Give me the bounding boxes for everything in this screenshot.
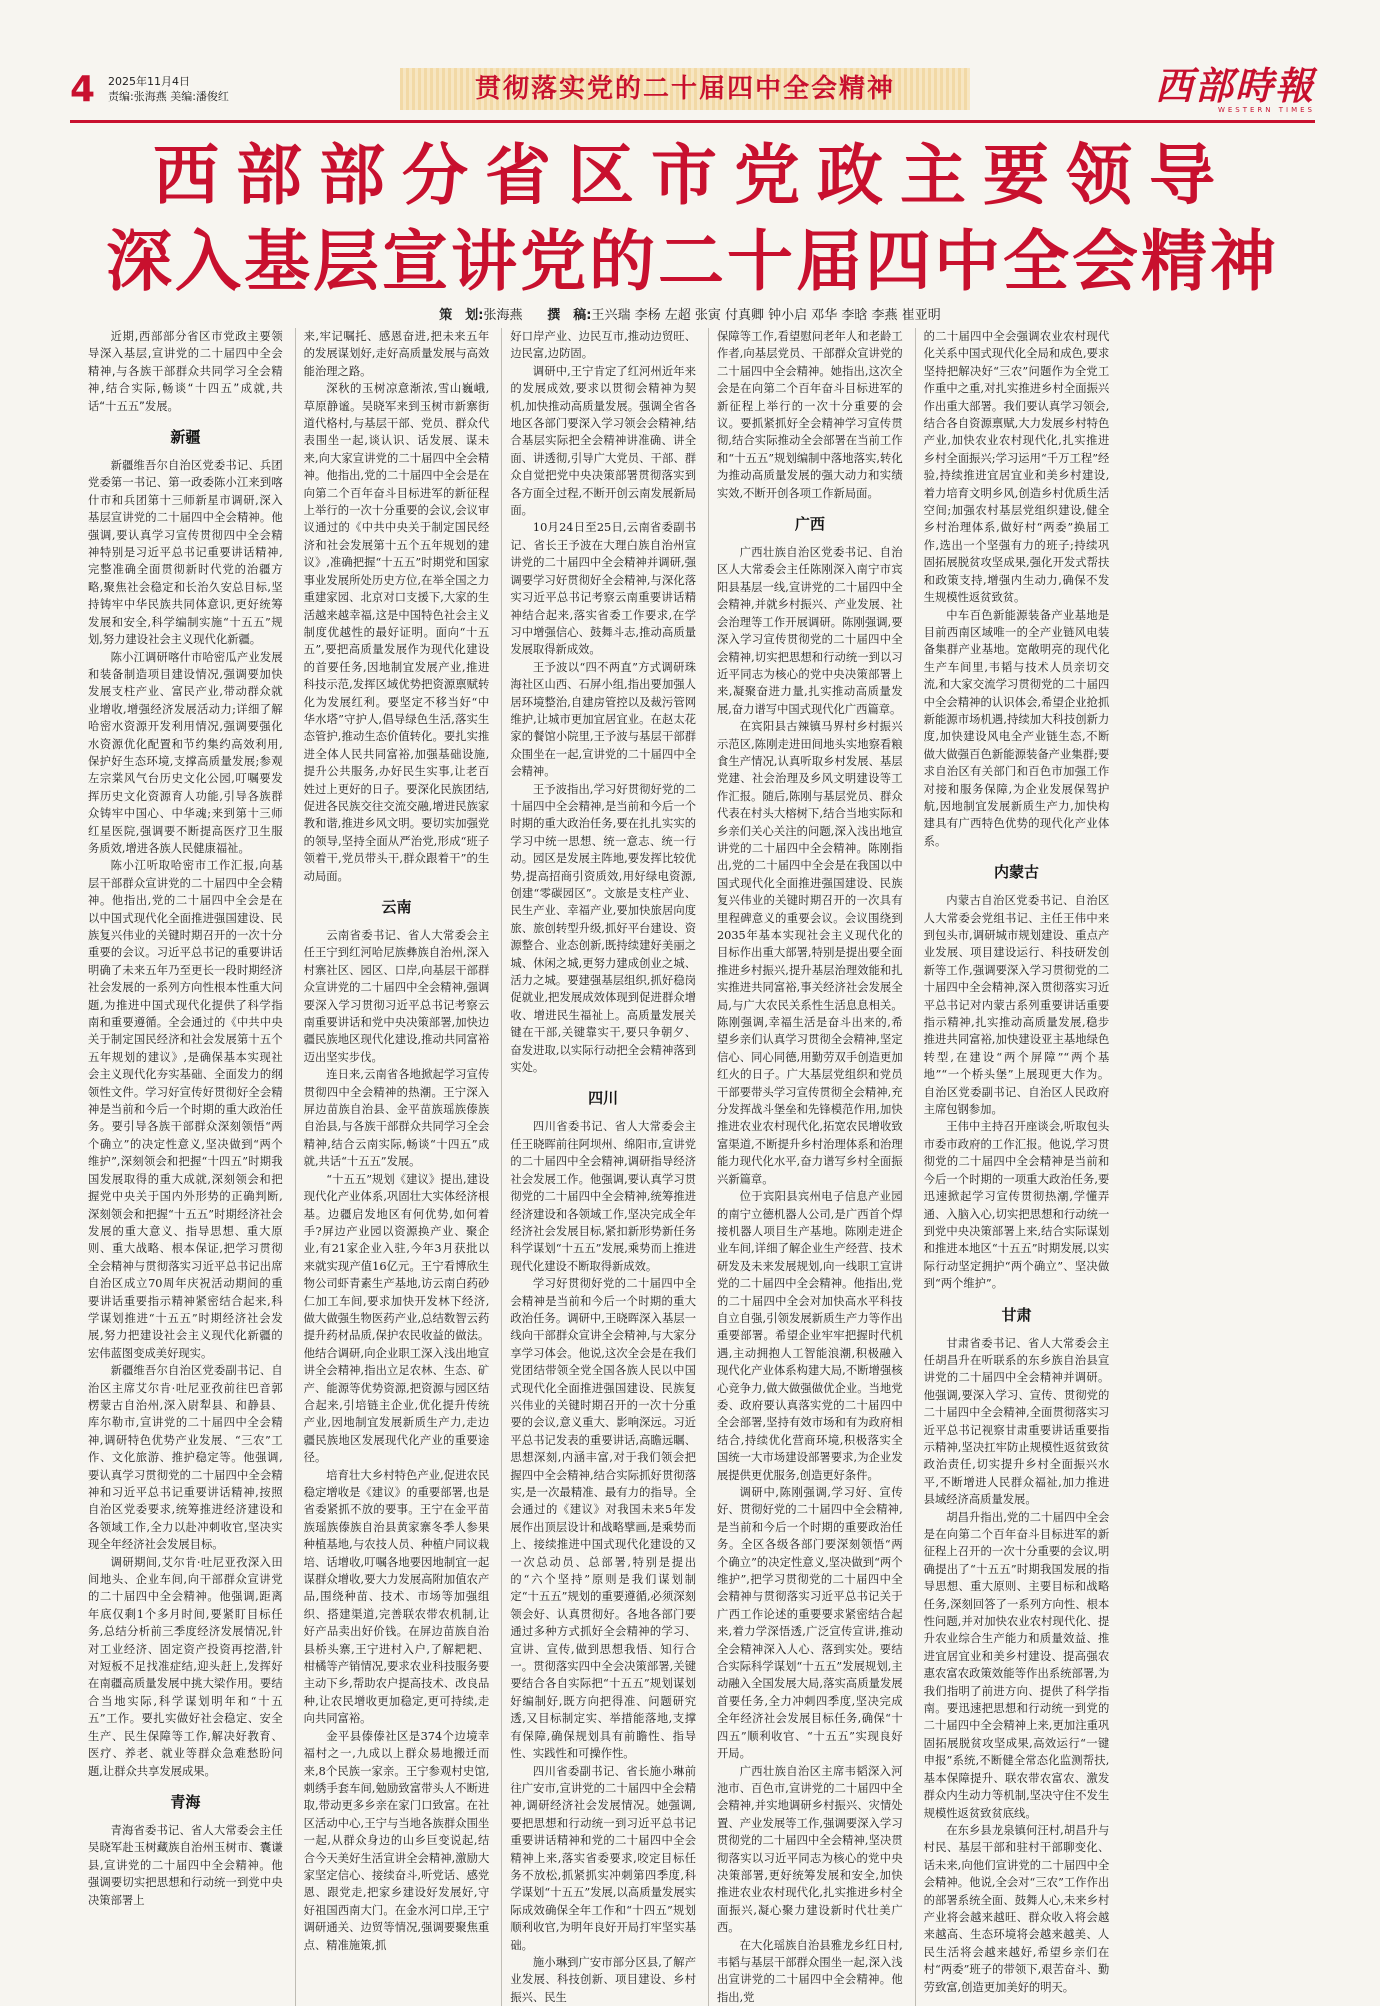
article-body [88, 328, 1316, 2004]
paragraph: 深秋的玉树凉意渐浓,雪山巍峨,草原静谧。吴晓军来到玉树市新寨街道代格村,与基层干部、党员、群众代表围坐一起,谈认识、话发展、谋未来,向大家宣讲党的二十届四中全会精神。他指出,党的二十届四中全会是在向第二个百年奋斗目标进军的新征程上举行的一次十分重要的会议,会议审议通过的《中共中央关于制定国民经济和社会发展第十五个五年规划的建议》,准确把握“十五五”时期党和国家事业发展所处历史方位,在举全国之力重建家园、北京对口支援下,大家的生活越来越幸福,这是中国特色社会主义制度优越性的最好证明。面向“十五五”,要把高质量发展作为现代化建设的首要任务,因地制宜发展产业,推进科技示范,发挥区域优势把资源禀赋转化为发展红利。要坚定不移当好“中华水塔”守护人,倡导绿色生活,落实生态管护,推动生态价值转化。要扎实推进全体人民共同富裕,加强基础设施,提升公共服务,办好民生实事,让老百姓过上更好的日子。要深化民族团结,促进各民族交往交流交融,增进民族家教和谐,推进乡风文明。要切实加强党的领导,坚持全面从严治党,形成“班子领着干,党员带头干,群众跟着干”的生动局面。 [303, 382, 490, 883]
page-header [70, 63, 1315, 114]
planning-name: 张海燕 [483, 308, 523, 323]
paragraph: “十五五”规划《建议》提出,建设现代化产业体系,巩固壮大实体经济根基。边疆启发地区有何优势,如何着手?屏边产业园以资源换产业、聚企业,有21家企业入驻,今年3月获批以来就实现产值16亿元。王宁看博欣生物公司虾青素生产基地,访云南白药砂仁加工车间,要求加快开发林下经济,做大做强生物医药产业,总结数智云药提升药材品质,保护农民收益的做法。他结合调研,向企业职工深入浅出地宣讲全会精神,指出立足农林、生态、矿产、能源等优势资源,把资源与园区结合起来,引培链主企业,优化提升传统产业,因地制宜发展新质生产力,走边疆民族地区发展现代化产业的重要途径。 [303, 1172, 490, 1465]
newspaper-logo: 西部時報 [1154, 63, 1315, 108]
section-heading-guangxi: 广西 [794, 515, 825, 534]
page-number: 4 [70, 69, 96, 110]
paragraph: 青海省委书记、省人大常委会主任吴晓军赴玉树藏族自治州玉树市、囊谦县,宣讲党的二十届四中全会精神。他强调要切实把思想和行动统一到党中央决策部署上 [88, 1823, 283, 1907]
paragraph: 中车百色新能源装备产业基地是目前西南区域唯一的全产业链风电装备集群产业基地。宽敞明亮的现代化生产车间里,韦韬与技术人员亲切交流,和大家交流学习贯彻党的二十届四中全会精神的认识体会,希望企业抢抓新能源市场机遇,持续加大科技创新力度,加快建设风电全产业链生态,不断做大做强百色新能源装备产业集群;要求自治区有关部门和百色市加强工作对接和服务保障,为企业发展保驾护航,因地制宜发展新质生产力,加快构建具有广西特色优势的现代化产业体系。 [923, 608, 1110, 848]
paragraph: 云南省委书记、省人大常委会主任王宁到红河哈尼族彝族自治州,深入村寨社区、园区、口岸,向基层干部群众宣讲党的二十届四中全会精神,强调要深入学习贯彻习近平总书记考察云南重要讲话和党中央决策部署,加快边疆民族地区现代化建设,推动共同富裕迈出坚实步伐。 [303, 929, 490, 1064]
paragraph: 施小琳到广安市部分区县,了解产业发展、科技创新、项目建设、乡村振兴、民生 [510, 1955, 696, 2004]
paragraph: 在大化瑶族自治县雅龙乡红日村,韦韬与基层干部群众围坐一起,深入浅出宣讲党的二十届四中全会精神。他指出,党 [717, 1938, 903, 2004]
paragraph: 调研期间,艾尔肯·吐尼亚孜深入田间地头、企业车间,向干部群众宣讲党的二十届四中全会精神。他强调,距离年底仅剩1个多月时间,要紧盯目标任务,总结分析前三季度经济发展情况,针对工业经济、固定资产投资再挖潜,针对短板不足找准症结,迎头赶上,发挥好在南疆高质量发展中挑大梁作用。要结合当地实际,科学谋划明年和“十五五”工作。要扎实做好社会稳定、安全生产、民生保障等工作,解决好教育、医疗、养老、就业等群众急难愁盼问题,让群众共享发展成果。 [88, 1555, 283, 1778]
paragraph: 广西壮族自治区党委书记、自治区人大常委会主任陈刚深入南宁市宾阳县基层一线,宣讲党的二十届四中全会精神,并就乡村振兴、产业发展、社会治理等工作开展调研。陈刚强调,要深入学习宣传贯彻党的二十届四中全会精神,切实把思想和行动统一到以习近平同志为核心的党中央决策部署上来,凝聚奋进力量,扎实推动高质量发展,奋力谱写中国式现代化广西篇章。 [717, 546, 903, 716]
column-4 [708, 328, 903, 2006]
paragraph: 王予波以“四不两直”方式调研珠海社区山西、石屏小组,指出要加强人居环境整治,自建房管控以及裁污管网维护,让城市更加宜居宜业。在赵太花家的餐馆小院里,王予波与基层干部群众围坐在一起,宣讲党的二十届四中全会精神。 [510, 660, 696, 779]
section-heading-neimenggu: 内蒙古 [993, 863, 1039, 882]
paragraph: 新疆维吾尔自治区党委副书记、自治区主席艾尔肯·吐尼亚孜前往巴音郭楞蒙古自治州,深入尉犁县、和静县、库尔勒市,宣讲党的二十届四中全会精神,调研特色优势产业发展、“三农”工作、文化旅游、推护稳定等。他强调,要认真学习贯彻党的二十届四中全会精神和习近平总书记重要讲话精神,按照自治区党委要求,统筹推进经济建设和各领域工作,全力以赴冲刺收官,坚决实现全年经济社会发展目标。 [88, 1364, 283, 1552]
issue-date: 2025年11月4日 [108, 75, 190, 88]
paragraph: 王予波指出,学习好贯彻好党的二十届四中全会精神,是当前和今后一个时期的重大政治任务,要在扎扎实实的学习中统一思想、统一意志、统一行动。园区是发展主阵地,要发挥比较优势,提高招商引资质效,用好绿电资源,创建“零碳园区”。文旅是支柱产业、民生产业、幸福产业,要加快旅居向度旅、旅创转型升级,抓好平台建设、资源整合、业态创新,既持续建好美丽之城、休闲之城,更努力建成创业之城、活力之城。要建强基层组织,抓好稳岗促就业,把发展成效体现到促进群众增收、增进民生福祉上。高质量发展关键在干部,关键靠实干,要只争朝夕、奋发进取,以实际行动把全会精神落到实处。 [510, 782, 696, 1075]
paragraph: 金平县傣傣社区是374个边境幸福村之一,九成以上群众易地搬迁而来,8个民族一家亲。王宁参观村史馆,刺绣手套车间,勉励致富带头人不断进取,带动更多乡亲在家门口致富。在社区活动中心,王宁与当地各族群众围坐一起,从群众身边的山乡巨变说起,结合今天美好生活宣讲全会精神,激励大家坚定信心、接续奋斗,听党话、感党恩、跟党走,把家乡建设好发展好,守好祖国西南大门。在金水河口岸,王宁调研通关、边贸等情况,强调要聚焦重点、精准施策,抓 [303, 1729, 490, 1952]
paragraph: 四川省委副书记、省长施小琳前往广安市,宣讲党的二十届四中全会精神,调研经济社会发展情况。她强调,要把思想和行动统一到习近平总书记重要讲话精神和党的二十届四中全会精神上来,落实省委要求,咬定目标任务不放松,抓紧抓实冲刺第四季度,科学谋划“十五五”发展,以高质量发展实际成效确保全年工作和“十四五”规划顺利收官,为明年良好开局打牢坚实基础。 [510, 1764, 696, 1952]
planning-label: 策 划: [439, 308, 484, 323]
section-banner-text: 贯彻落实党的二十届四中全会精神 [474, 74, 895, 104]
article-credits [0, 304, 1380, 323]
section-heading-xinjiang: 新疆 [170, 428, 201, 447]
paragraph: 调研中,陈刚强调,学习好、宣传好、贯彻好党的二十届四中全会精神,是当前和今后一个时期的重要政治任务。全区各级各部门要深刻领悟“两个确立”的决定性意义,坚决做到“两个维护”,把学习贯彻党的二十届四中全会精神与贯彻落实习近平总书记关于广西工作论述的重要要求紧密结合起来,着力学深悟透,广泛宣传宣讲,推动全会精神深入人心、落到实处。要结合实际科学谋划“十五五”发展规划,主动融入全国发展大局,落实高质量发展首要任务,全力冲刺四季度,坚决完成全年经济社会发展目标任务,确保“十四五”顺利收官、“十五五”实现良好开局。 [717, 1486, 903, 1761]
paragraph: 来,牢记嘱托、感恩奋进,把未来五年的发展谋划好,走好高质量发展与高效能治理之路。 [303, 330, 490, 378]
column-5 [915, 328, 1110, 2006]
paragraph: 陈小江调研喀什市哈密瓜产业发展和装备制造项目建设情况,强调要加快发展支柱产业、富民产业,带动群众就业增收,增强经济发展活动力;详细了解哈密水资源开发利用情况,强调要强化水资源优化配置和节约集约高效利用,保护好生态环境,支撑高质量发展;参观左宗棠风气台历史文化公园,叮嘱要发挥历史文化资源育人功能,引导各族群众铸牢中国心、中华魂;来到第十三师红星医院,强调要不断提高医疗卫生服务质效,增进各族人民健康福祉。 [88, 650, 283, 855]
editor-credits: 责编:张海燕 美编:潘俊红 [108, 90, 229, 103]
section-heading-gansu: 甘肃 [1001, 1305, 1032, 1324]
paragraph: 王伟中主持召开座谈会,听取包头市委市政府的工作汇报。他说,学习贯彻党的二十届四中全会精神是当前和今后一个时期的一项重大政治任务,要迅速掀起学习宣传贯彻热潮,学懂弄通、入脑入心,切实把思想和行动统一到党中央决策部署上来,结合实际谋划和推进本地区“十五五”时期发展,以实际行动坚定拥护“两个确立”、坚决做到“两个维护”。 [923, 1120, 1110, 1291]
paragraph: 调研中,王宁肯定了红河州近年来的发展成效,要求以贯彻会精神为契机,加快推动高质量发展。强调全省各地区各部门要深入学习领会会精神,结合基层实际把全会精神讲准确、讲全面、讲透彻,引导广大党员、干部、群众自觉把党中央决策部署贯彻落实到各方面全过程,不断开创云南发展新局面。 [510, 364, 696, 518]
writers-names: 王兴瑞 李杨 左超 张寅 付真卿 钟小启 邓华 李晗 李燕 崔亚明 [591, 308, 941, 323]
article-lead: 近期,西部部分省区市党政主要领导深入基层,宣讲党的二十届四中全会精神,与各族干部群众共同学习全会精神,结合实际,畅谈“十四五”成就,共话“十五五”发展。 [88, 330, 283, 413]
paragraph: 新疆维吾尔自治区党委书记、兵团党委第一书记、第一政委陈小江来到喀什市和兵团第十三师新星市调研,深入基层宣讲党的二十届四中全会精神。他强调,要认真学习宣传贯彻四中全会精神特别是习近平总书记重要讲话精神,完整准确全面贯彻新时代党的治疆方略,聚焦社会稳定和长治久安总目标,坚持铸牢中华民族共同体意识,更好统筹发展和安全,科学编制实施“十五五”规划,努力建设社会主义现代化新疆。 [88, 459, 283, 647]
writers-label: 撰 稿: [547, 308, 592, 323]
headline-line-2: 深入基层宣讲党的二十届四中全会精神 [106, 223, 1279, 300]
section-banner [400, 68, 970, 110]
paragraph: 陈小江听取哈密市工作汇报,向基层干部群众宣讲党的二十届四中全会精神。他指出,党的二十届四中全会是在以中国式现代化全面推进强国建设、民族复兴伟业的关键时期召开的一次十分重要的会议。习近平总书记的重要讲话明确了未来五年乃至更长一段时期经济社会发展的一系列方向性根本性重大问题,为推进中国式现代化提供了科学指南和重要遵循。全会通过的《中共中央关于制定国民经济和社会发展第十五个五年规划的建议》,是确保基本实现社会主义现代化夯实基础、全面发力的纲领性文件。学习好宣传好贯彻好全会精神是当前和今后一个时期的重大政治任务。要引导各族干部群众深刻领悟“两个确立”的决定性意义,坚决做到“两个维护”,深刻领会和把握“十四五”时期我国发展取得的重大成就,深刻领会和把握党中央关于国内外形势的正确判断,深刻领会和把握“十五五”时期经济社会发展的重大意义、指导思想、重大原则、重大战略、根本保证,把学习贯彻全会精神与贯彻落实习近平总书记出席自治区成立70周年庆祝活动期间的重要讲话重要指示精神紧密结合起来,科学谋划推进“十五五”时期经济社会发展,努力把建设社会主义现代化新疆的宏伟蓝图变成美好现实。 [88, 859, 283, 1360]
column-3 [501, 328, 696, 2006]
paragraph: 甘肃省委书记、省人大常委会主任胡昌升在听联系的东乡族自治县宣讲党的二十届四中全会精神并调研。他强调,要深入学习、宣传、贯彻党的二十届四中全会精神,全面贯彻落实习近平总书记视察甘肃重要讲话重要指示精神,坚决扛牢防止规模性返贫致贫政治责任,切实提升乡村全面振兴水平,不断增进人民群众福祉,加力推进县域经济高质量发展。 [923, 1336, 1110, 1507]
headline-line-1: 西部部分省区市党政主要领导 [153, 137, 1232, 214]
paragraph: 学习好贯彻好党的二十届四中全会精神是当前和今后一个时期的重大政治任务。调研中,王晓晖深入基层一线向干部群众宣讲全会精神,与大家分享学习体会。他说,这次全会是在我们党团结带领全党全国各族人民以中国式现代化全面推进强国建设、民族复兴伟业的关键时期召开的一次十分重要的会议,意义重大、影响深远。习近平总书记发表的重要讲话,高瞻远瞩、思想深刻,内涵丰富,对于我们领会把握四中全会精神,结合实际抓好贯彻落实,是一次最精准、最有力的指导。全会通过的《建议》对我国未来5年发展作出顶层设计和战略擘画,是乘势而上、接续推进中国式现代化建设的又一次总动员、总部署,特别是提出的“六个坚持”原则是我们谋划制定“十五五”规划的重要遵循,必须深刻领会好、认真贯彻好。各地各部门要通过多种方式抓好全会精神的学习、宣讲、宣传,做到思想我悟、知行合一。贯彻落实四中全会决策部署,关键要结合各自实际把“十五五”规划谋划好编制好,既方向把得准、问题研究透,又目标制定实、举措能落地,支撑有保障,确保规划具有前瞻性、指导性、实践性和可操作性。 [510, 1277, 696, 1761]
paragraph: 内蒙古自治区党委书记、自治区人大常委会党组书记、主任王伟中来到包头市,调研城市规划建设、重点产业发展、项目建设运行、科技研发创新等工作,强调要深入学习贯彻党的二十届四中全会精神,深入贯彻落实习近平总书记对内蒙古系列重要讲话重要指示精神,扎实推动高质量发展,稳步推进共同富裕,加快建设亚主基地绿色转型,在建设“两个屏障”“两个基地”“一个桥头堡”上展现更大作为。自治区党委副书记、自治区人民政府主席包钢参加。 [923, 894, 1110, 1117]
paragraph: 胡昌升指出,党的二十届四中全会是在向第二个百年奋斗目标进军的新征程上召开的一次十分重要的会议,明确提出了“十五五”时期我国发展的指导思想、重大原则、主要目标和战略任务,深刻回答了一系列方向性、根本性问题,并对加快农业农村现代化、提升农业综合生产能力和质量效益、推进宜居宜业和美乡村建设、提高强农惠农富农政策效能等作出系统部署,为我们指明了前进方向、提供了科学指南。要迅速把思想和行动统一到党的二十届四中全会精神上来,更加注重巩固拓展脱贫攻坚成果,高效运行“一键申报”系统,不断健全常态化监测帮扶,基本保障提升、联农带农富农、激发群众内生动力等机制,坚决守住不发生规模性返贫致贫底线。 [923, 1510, 1110, 1820]
section-heading-qinghai: 青海 [170, 1792, 201, 1811]
paragraph: 10月24日至25日,云南省委副书记、省长王予波在大理白族自治州宣讲党的二十届四中全会精神并调研,强调要学习好贯彻好全会精神,与深化落实习近平总书记考察云南重要讲话精神结合起来,落实省委工作要求,在学习中增强信心、鼓舞斗志,推动高质量发展取得新成效。 [510, 521, 696, 657]
section-heading-yunnan: 云南 [381, 898, 412, 916]
paragraph: 位于宾阳县宾州电子信息产业园的南宁立德机器人公司,是广西首个焊接机器人项目生产基地。陈刚走进企业车间,详细了解企业生产经营、技术研发及未来发展规划,向一线职工宣讲党的二十届四中全会精神。他指出,党的二十届四中全会对加快高水平科技自立自强,引领发展新质生产力等作出重要部署。希望企业牢牢把握时代机遇,主动拥抱人工智能浪潮,积极融入现代化产业体系构建大局,不断增强核心竞争力,做大做强做优企业。当地党委、政府要认真落实党的二十届四中全会部署,坚持有效市场和有为政府相结合,持续优化营商环境,积极落实全国统一大市场建设部署要求,为企业发展提供更优服务,创造更好条件。 [717, 1190, 903, 1482]
paragraph: 在东乡县龙泉镇何汪村,胡昌升与村民、基层干部和驻村干部聊变化、话未来,向他们宣讲党的二十届四中全会精神。他说,全会对“三农”工作作出的部署系统全面、鼓舞人心,未来乡村产业将会越来越旺、群众收入将会越来越高、生态环境将会越来越美、人民生活将会越来越好,希望乡亲们在村“两委”班子的带领下,艰苦奋斗、勤劳致富,创造更加美好的明天。 [923, 1823, 1110, 1994]
paragraph: 在宾阳县古辣镇马界村乡村振兴示范区,陈刚走进田间地头实地察看粮食生产情况,认真听取乡村发展、基层党建、社会治理及乡风文明建设等工作汇报。随后,陈刚与基层党员、群众代表在村头大榕树下,结合当地实际和乡亲们关心关注的问题,深入浅出地宣讲党的二十届四中全会精神。陈刚指出,党的二十届四中全会是在我国以中国式现代化全面推进强国建设、民族复兴伟业的关键时期召开的一次具有里程碑意义的重要会议。会议围绕到2035年基本实现社会主义现代化的目标作出重大部署,特别是提出要全面推进乡村振兴,提升基层治理效能和扎实推进共同富裕,事关经济社会发展全局,与广大农民关系性生活息息相关。陈刚强调,幸福生活是奋斗出来的,希望乡亲们认真学习贯彻全会精神,坚定信心、同心同德,用勤劳双手创造更加红火的日子。广大基层党组织和党员干部要带头学习宣传贯彻全会精神,充分发挥战斗堡垒和先锋模范作用,加快推进农业农村现代化,拓宽农民增收致富渠道,不断提升乡村治理体系和治理能力现代化水平,奋力谱写乡村全面振兴新篇章。 [717, 720, 903, 1186]
column-2 [295, 328, 490, 2006]
paragraph: 保障等工作,看望慰问老年人和老龄工作者,向基层党员、干部群众宣讲党的二十届四中全会精神。她指出,这次全会是在向第二个百年奋斗目标进军的新征程上举行的一次十分重要的会议。要抓紧抓好全会精神学习宣传贯彻,结合实际推动全会部署在当前工作和“十五五”规划编制中落地落实,转化为推动高质量发展的强大动力和实绩实效,不断开创各项工作新局面。 [717, 330, 903, 500]
page-meta [108, 74, 229, 104]
paragraph: 好口岸产业、边民互市,推动边贸旺、边民富,边防固。 [510, 330, 696, 361]
paragraph: 连日来,云南省各地掀起学习宣传贯彻四中全会精神的热潮。王宁深入屏边苗族自治县、金平苗族瑶族傣族自治县,与各族干部群众共同学习全会精神,结合云南实际,畅谈“十四五”成就,共话“十五五”发展。 [303, 1068, 490, 1169]
paragraph: 培育壮大乡村特色产业,促进农民稳定增收是《建议》的重要部署,也是省委紧抓不放的要事。王宁在金平苗族瑶族傣族自治县黄家寨冬季人参果种植基地,与农技人员、种植户同议栽培、话增收,叮嘱各地要因地制宜一起谋群众增收,要大力发展高附加值农产品,围绕种苗、技术、市场等加强组织、搭建渠道,完善联农带农机制,让好产品卖出好价钱。在屏边苗族自治县桥头寨,王宁进村入户,了解耙耙、柑橘等产销情况,要求农业科技服务要主动下乡,帮助农户提高技术、改良品种,让农民增收更加稳定,更可持续,走向共同富裕。 [303, 1468, 490, 1726]
paragraph: 广西壮族自治区主席韦韬深入河池市、百色市,宣讲党的二十届四中全会精神,并实地调研乡村振兴、灾情处置、产业发展等工作,强调要深入学习贯彻党的二十届四中全会精神,坚决贯彻落实以习近平同志为核心的党中央决策部署,更好统筹发展和安全,加快推进农业农村现代化,扎实推进乡村全面振兴,凝心聚力建设新时代壮美广西。 [717, 1764, 903, 1935]
paragraph: 的二十届四中全会强调农业农村现代化关系中国式现代化全局和成色,要求坚持把解决好“三农”问题作为全党工作重中之重,对扎实推进乡村全面振兴作出重大部署。我们要认真学习领会,结合各自资源禀赋,大力发展乡村特色产业,加快农业农村现代化,扎实推进乡村全面振兴;学习运用“千万工程”经验,持续推进宜居宜业和美乡村建设,着力培育文明乡风,创造乡村优质生活空间;加强农村基层党组织建设,健全乡村治理体系,做好村“两委”换届工作,选出一个坚强有力的班子;持续巩固拓展脱贫攻坚成果,强化开发式帮扶和政策支持,增强内生动力,确保不发生规模性返贫致贫。 [923, 330, 1110, 605]
column-1 [88, 328, 283, 2006]
section-heading-sichuan: 四川 [588, 1089, 619, 1108]
newspaper-logo-subtitle: WESTERN TIMES [1217, 106, 1315, 114]
header-divider [70, 120, 1315, 123]
paragraph: 四川省委书记、省人大常委会主任王晓晖前往阿坝州、绵阳市,宣讲党的二十届四中全会精神,调研指导经济社会发展工作。他强调,要认真学习贯彻党的二十届四中全会精神,统筹推进经济建设和各领域工作,坚决完成全年经济社会发展目标,紧扣新形势新任务科学谋划“十五五”发展,乘势而上推进现代化建设不断取得新成效。 [510, 1120, 696, 1273]
